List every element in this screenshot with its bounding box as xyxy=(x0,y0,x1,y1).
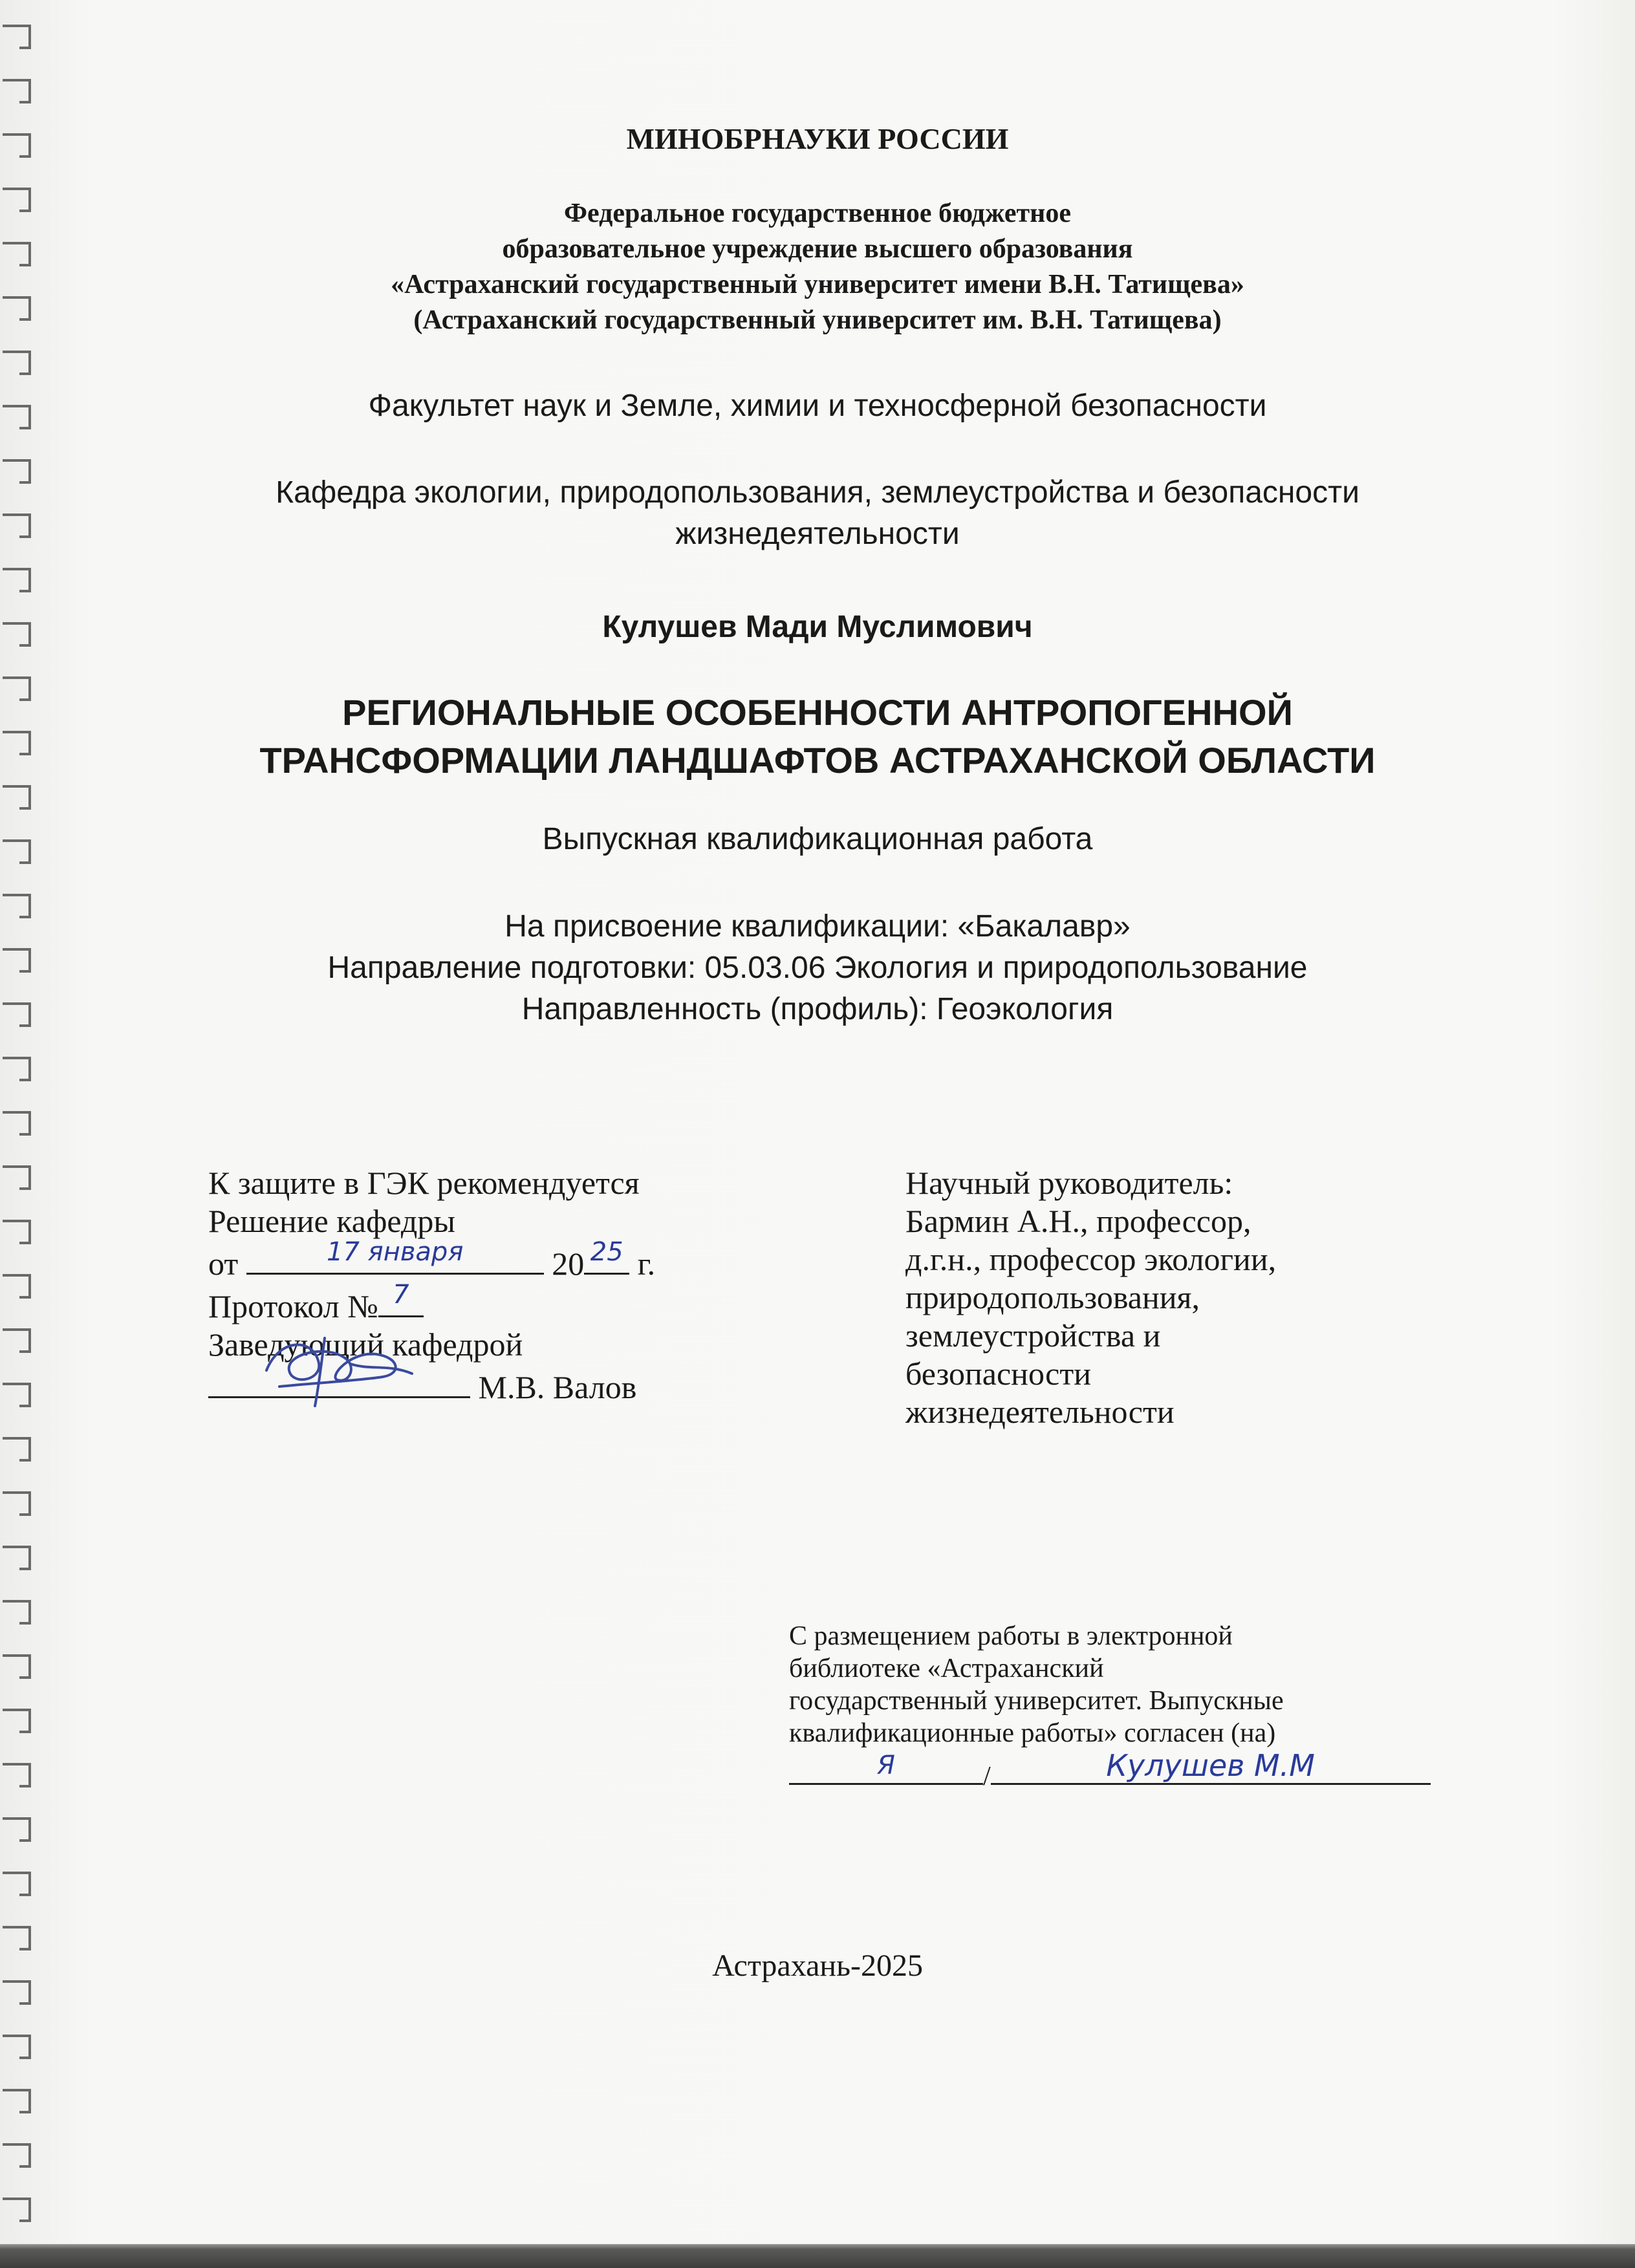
consent-line-2: библиотеке «Астраханский xyxy=(789,1654,1104,1683)
supervisor-line-4: природопользования, xyxy=(905,1279,1200,1315)
consent-block xyxy=(789,1620,1431,1793)
institution-line-1: Федеральное государственное бюджетное xyxy=(563,199,1072,228)
supervisor-line-2: Бармин А.Н., профессор, xyxy=(905,1203,1251,1239)
scan-bottom-edge xyxy=(0,2244,1635,2268)
thesis-title-line-2: ТРАНСФОРМАЦИИ ЛАНДШАФТОВ АСТРАХАНСКОЙ ОБЛАСТИ xyxy=(259,740,1376,781)
binding-hole xyxy=(3,1058,30,1080)
binding-hole xyxy=(3,1656,30,1678)
department-line-2: жизнедеятельности xyxy=(675,517,960,551)
date-field xyxy=(246,1237,544,1275)
binding-hole xyxy=(3,352,30,374)
approval-block xyxy=(208,1164,655,1407)
consent-signature-line xyxy=(789,1748,1431,1793)
supervisor-line-1: Научный руководитель: xyxy=(905,1165,1233,1201)
binding-hole xyxy=(3,2199,30,2221)
date-handwritten: 17 января xyxy=(327,1237,464,1267)
author-name: Кулушев Мади Муслимович xyxy=(602,610,1033,644)
year-prefix: 20 xyxy=(552,1246,585,1282)
institution-line-4: (Астраханский государственный университет им. В.Н. Татищева) xyxy=(413,305,1222,335)
date-prefix: от xyxy=(208,1246,239,1282)
binding-hole xyxy=(3,1873,30,1895)
supervisor-line-7: жизнедеятельности xyxy=(905,1394,1175,1430)
institution-line-2: образовательное учреждение высшего образования xyxy=(502,234,1133,264)
binding-hole xyxy=(3,1764,30,1786)
binding-hole xyxy=(3,2090,30,2112)
binding-hole xyxy=(3,2036,30,2058)
binding-hole xyxy=(3,1819,30,1841)
thesis-title-line-1: РЕГИОНАЛЬНЫЕ ОСОБЕННОСТИ АНТРОПОГЕННОЙ xyxy=(342,692,1293,733)
qualification-line: На присвоение квалификации: «Бакалавр» xyxy=(504,909,1131,944)
faculty-name: Факультет наук и Земле, химии и техносферной безопасности xyxy=(368,389,1267,423)
head-signature-line xyxy=(208,1364,655,1407)
protocol-handwritten: 7 xyxy=(393,1280,409,1310)
binding-hole xyxy=(3,1710,30,1732)
consent-handwritten-name: Кулушев М.М xyxy=(1106,1748,1315,1783)
binding-hole xyxy=(3,1601,30,1623)
consent-separator: / xyxy=(983,1762,991,1791)
approval-date-line xyxy=(208,1237,656,1283)
approval-decision: Решение кафедры xyxy=(208,1203,455,1239)
binding-holes xyxy=(0,0,45,2268)
head-name: М.В. Валов xyxy=(478,1369,637,1405)
city-year: Астрахань-2025 xyxy=(712,1949,923,1983)
binding-hole xyxy=(3,1330,30,1352)
consent-line-4: квалификационные работы» согласен (на) xyxy=(789,1718,1276,1748)
year-field xyxy=(584,1237,629,1275)
consent-line-3: государственный университет. Выпускные xyxy=(789,1686,1284,1716)
binding-hole xyxy=(3,1493,30,1515)
binding-hole xyxy=(3,2144,30,2166)
year-suffix: г. xyxy=(637,1246,656,1282)
binding-hole xyxy=(3,1275,30,1297)
binding-hole xyxy=(3,80,30,102)
binding-hole xyxy=(3,786,30,808)
ministry-heading: МИНОБРНАУКИ РОССИИ xyxy=(626,122,1009,155)
binding-hole xyxy=(3,1167,30,1189)
approval-recommend: К защите в ГЭК рекомендуется xyxy=(208,1165,640,1201)
consent-handwritten-mark: Я xyxy=(877,1751,895,1780)
binding-hole xyxy=(3,1438,30,1460)
binding-hole xyxy=(3,1221,30,1243)
supervisor-line-3: д.г.н., профессор экологии, xyxy=(905,1241,1277,1277)
direction-line: Направление подготовки: 05.03.06 Экология и природопользование xyxy=(327,951,1308,985)
supervisor-line-6: безопасности xyxy=(905,1355,1091,1392)
consent-line-1: С размещением работы в электронной xyxy=(789,1621,1233,1651)
supervisor-block xyxy=(905,1164,1276,1431)
binding-hole xyxy=(3,1112,30,1134)
binding-hole xyxy=(3,1547,30,1569)
work-type: Выпускная квалификационная работа xyxy=(542,822,1093,856)
approval-protocol-line xyxy=(208,1280,655,1326)
protocol-prefix: Протокол № xyxy=(208,1288,378,1324)
consent-signature-field xyxy=(789,1752,983,1785)
profile-line: Направленность (профиль): Геоэкология xyxy=(521,992,1114,1026)
department-line-1: Кафедра экологии, природопользования, землеустройства и безопасности xyxy=(276,475,1359,510)
protocol-field xyxy=(378,1280,424,1317)
head-signature xyxy=(254,1325,422,1409)
supervisor-line-5: землеустройства и xyxy=(905,1317,1161,1354)
year-handwritten: 25 xyxy=(590,1237,623,1267)
binding-hole xyxy=(3,26,30,48)
head-label: Заведующий кафедрой xyxy=(208,1326,523,1363)
binding-hole xyxy=(3,1384,30,1406)
consent-name-field xyxy=(991,1748,1431,1785)
institution-line-3: «Астраханский государственный университет имени В.Н. Татищева» xyxy=(391,270,1244,299)
binding-hole xyxy=(3,569,30,591)
